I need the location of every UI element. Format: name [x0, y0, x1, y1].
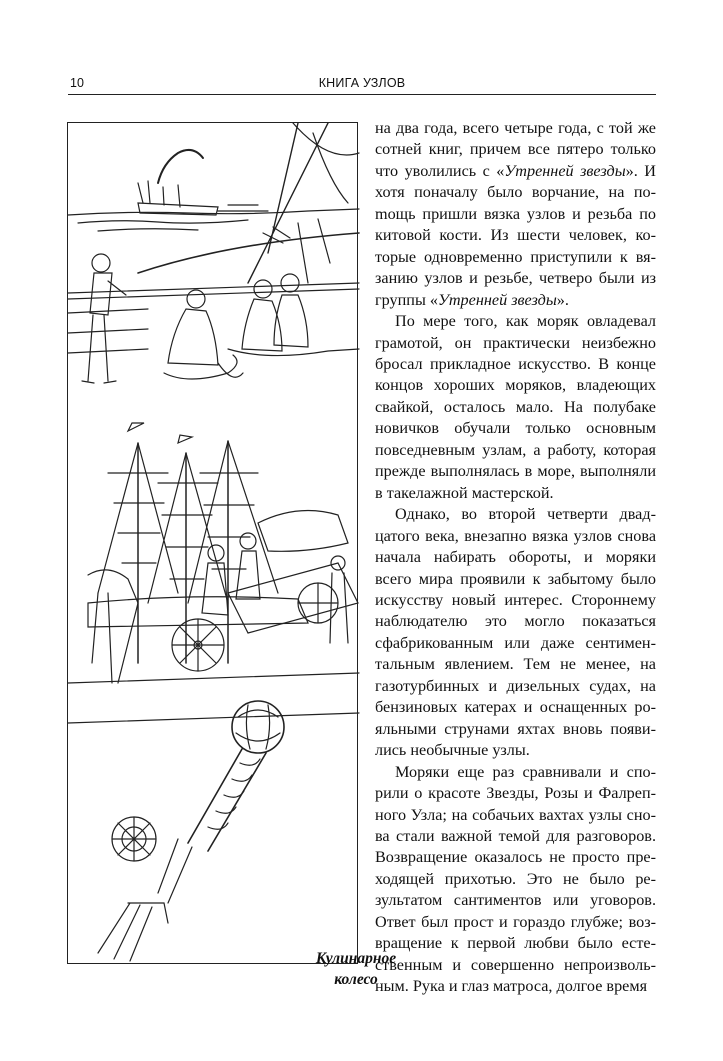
engraving-illustration	[68, 123, 359, 965]
header-rule	[68, 94, 656, 95]
paragraph-1-text-b: ». И хотя поначалу было ворчание, на поmощь пришли вязка узлов и резьба по китовой кости. Из шести человек, которые одновременно приступили к вязанию узлов и резьбе, четверо были из группы «	[375, 161, 656, 309]
illustration-panel	[67, 122, 397, 988]
page-number: 10	[70, 76, 84, 90]
paragraph-2: По мере того, как моряк овладевал грамотой, он практически неизбежно бросал прикладное искусство. В конце концов хороших моряков, владеющих свайкой, осталось мало. На полубаке новичков обучали только основным повседневным узлам, а работу, которая прежде выполнялась в море, выполняли в такелажной мастерской.	[375, 312, 656, 502]
book-title: КНИГА УЗЛОВ	[318, 76, 406, 90]
paragraph-1-text-a: на два года, всего четыре года, с той же сотней книг, причем все пятеро только что уволились с «	[375, 119, 656, 180]
ship-name: Утренней звезды	[437, 290, 557, 309]
ship-name: Утренней звезды	[504, 161, 626, 180]
deck-scene-drawing	[68, 123, 359, 383]
paragraph-1-text-c: ».	[556, 290, 569, 309]
caption-line-1: Кулинарное	[315, 950, 397, 967]
body-text-column	[375, 118, 656, 998]
knotted-tool-drawing	[98, 701, 284, 961]
ship-and-cart-drawing	[68, 423, 359, 723]
running-header	[68, 74, 656, 94]
paragraph-4: Моряки еще раз сравнивали и спорили о красоте Звезды, Розы и Фалрепного Узла; на собачьих вахтах узлы снова стали важной темой для разговоров. Возвращение оказалось не просто преходящей прихотью. Это не было результатом сантиментов или уговоров. Ответ был прост и гораздо глубже; возвращение к первой любви было естественным и совершенно непроизвольным. Рука и глаз матроса, долгое время	[375, 762, 656, 996]
paragraph-3: Однако, во второй четверти двадцатого века, внезапно вязка узлов снова начала набирать обороты, и моряки всего мира проявили к забытому было искусству новый интерес. Стороннeму наблюдателю это могло показаться сфабрикованным или даже сентиментальным явлением. Тем не менее, на газотурбинных и дизельных судах, на бензиновых катерах и оснащенных рояльными струнами яхтах вновь появились необычные узлы.	[375, 505, 656, 760]
caption-line-2: колесо	[334, 971, 378, 988]
paragraph-1	[375, 118, 656, 311]
